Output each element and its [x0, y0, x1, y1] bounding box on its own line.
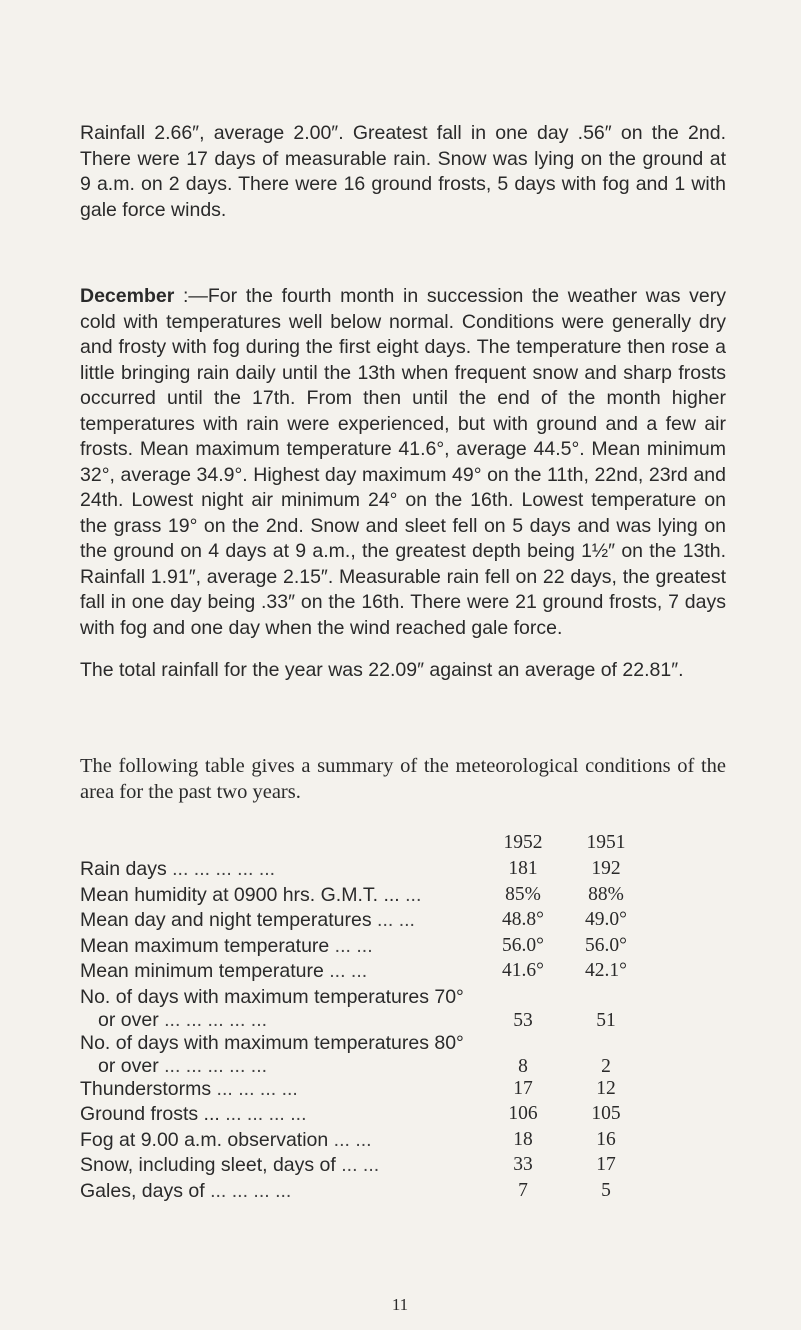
table-row — [80, 1032, 740, 1078]
row-label-text: Snow, including sleet, days of — [80, 1154, 336, 1176]
leader-dots: ... ... — [335, 1154, 380, 1176]
value-1952: 53 — [513, 1009, 533, 1031]
leader-dots: ... ... ... ... — [211, 1077, 298, 1100]
table-header-row — [80, 832, 740, 858]
value-1952: 8 — [518, 1055, 528, 1077]
value-1951: 49.0° — [585, 909, 627, 930]
december-body: :—For the fourth month in succession the weather was very cold with temperatures well below normal. Conditions were generally dry and frosty with fog during the first eight days. The temperature then rose a little bringing rain daily until the 13th when frequent snow and sharp frosts occurred until the 17th. From then until the end of the month higher temperatures with rain were experienced, but with ground and a few air frosts. Mean maximum temperature 41.6°, average 44.5°. Mean minimum 32°, average 34.9°. Highest day maximum 49° on the 11th, 22nd, 23rd and 24th. Lowest night air minimum 24° on the 16th. Lowest temperature on the grass 19° on the 2nd. Snow and sleet fell on 5 days and was lying on the ground on 4 days at 9 a.m., the greatest depth being 1½″ on the 13th. Rainfall 1.91″, average 2.15″. Measurable rain fell on 22 days, the greatest fall in one day being .33″ on the 16th. There were 21 ground frosts, 7 days with fog and one day when the wind reached gale force. — [80, 285, 726, 639]
summary-table — [80, 832, 740, 1205]
value-1952: 56.0° — [502, 934, 544, 956]
value-1951: 105 — [591, 1103, 621, 1124]
row-label-text: Mean minimum temperature — [80, 960, 324, 982]
table-row — [80, 1129, 740, 1155]
row-label-text: No. of days with maximum temperatures 80° — [80, 1031, 464, 1054]
value-1952: 85% — [505, 883, 541, 905]
table-row — [80, 1103, 740, 1129]
leader-dots: ... ... ... ... — [219, 1103, 307, 1125]
value-1952: 33 — [513, 1154, 533, 1175]
paragraph-december — [80, 284, 726, 641]
value-1951: 42.1° — [585, 960, 627, 981]
paragraph-total-rainfall: The total rainfall for the year was 22.09″ against an average of 22.81″. — [80, 659, 684, 681]
leader-dots: ... ... — [328, 1128, 372, 1151]
row-label-text: Fog at 9.00 a.m. observation — [80, 1128, 329, 1151]
value-1952: 48.8° — [502, 909, 544, 930]
value-1952: 18 — [513, 1128, 533, 1150]
table-row — [80, 884, 740, 910]
value-1952: 106 — [508, 1103, 538, 1124]
table-row — [80, 986, 740, 1032]
page-number: 11 — [391, 1295, 409, 1314]
table-row — [80, 960, 740, 986]
value-1952: 7 — [518, 1179, 528, 1201]
value-1952: 181 — [508, 858, 538, 879]
leader-dots: ... ... ... ... ... — [158, 1008, 268, 1031]
row-label-text: No. of days with maximum temperatures 70° — [80, 985, 464, 1008]
value-1951: 5 — [601, 1179, 611, 1201]
table-row — [80, 1180, 740, 1206]
row-label-text: Mean day and night temperatures — [80, 909, 372, 931]
value-1951: 16 — [596, 1128, 616, 1150]
paragraph-table-intro: The following table gives a summary of the meteorological conditions of the area for the past two years. — [80, 755, 726, 803]
december-heading: December — [80, 285, 175, 307]
row-label-continuation-text: or over — [98, 1054, 159, 1077]
row-label-text: Gales, days of — [80, 1179, 205, 1202]
table-row — [80, 858, 740, 884]
leader-dots: ... ... ... ... — [204, 1179, 292, 1202]
leader-dots: ... — [399, 883, 422, 906]
value-1952: 17 — [513, 1077, 533, 1099]
leader-dots: ... ... ... ... ... — [158, 1054, 268, 1077]
leader-dots: ... ... ... ... ... — [166, 858, 276, 880]
value-1951: 56.0° — [585, 934, 627, 956]
table-row — [80, 1078, 740, 1104]
value-1951: 88% — [588, 883, 624, 905]
leader-dots: ... ... — [371, 909, 415, 931]
row-label-continuation-text: or over — [98, 1008, 159, 1031]
paragraph-november-summary: Rainfall 2.66″, average 2.00″. Greatest fall in one day .56″ on the 2nd. There were 17 days of measurable rain. Snow was lying on the ground at 9 a.m. on 2 days. There were 16 ground frosts, 5 days with fog and 1 with gale force winds. — [80, 122, 726, 221]
table-row — [80, 1154, 740, 1180]
value-1952: 41.6° — [502, 960, 544, 981]
value-1951: 17 — [596, 1154, 616, 1175]
row-label-text: Thunderstorms — [80, 1077, 212, 1100]
table-row — [80, 909, 740, 935]
row-label-text: Ground frosts ... — [80, 1103, 220, 1125]
value-1951: 51 — [596, 1009, 616, 1031]
row-label-text: Mean humidity at 0900 hrs. G.M.T. ... — [80, 883, 400, 906]
row-label-text: Mean maximum temperature — [80, 934, 330, 957]
column-header-1951: 1951 — [586, 832, 626, 853]
table-row — [80, 935, 740, 961]
value-1951: 2 — [601, 1055, 611, 1077]
column-header-1952: 1952 — [503, 832, 543, 853]
value-1951: 12 — [596, 1077, 616, 1099]
value-1951: 192 — [591, 858, 621, 879]
row-label-text: Rain days — [80, 858, 167, 880]
leader-dots: ... ... — [323, 960, 368, 982]
leader-dots: ... ... — [329, 934, 373, 957]
